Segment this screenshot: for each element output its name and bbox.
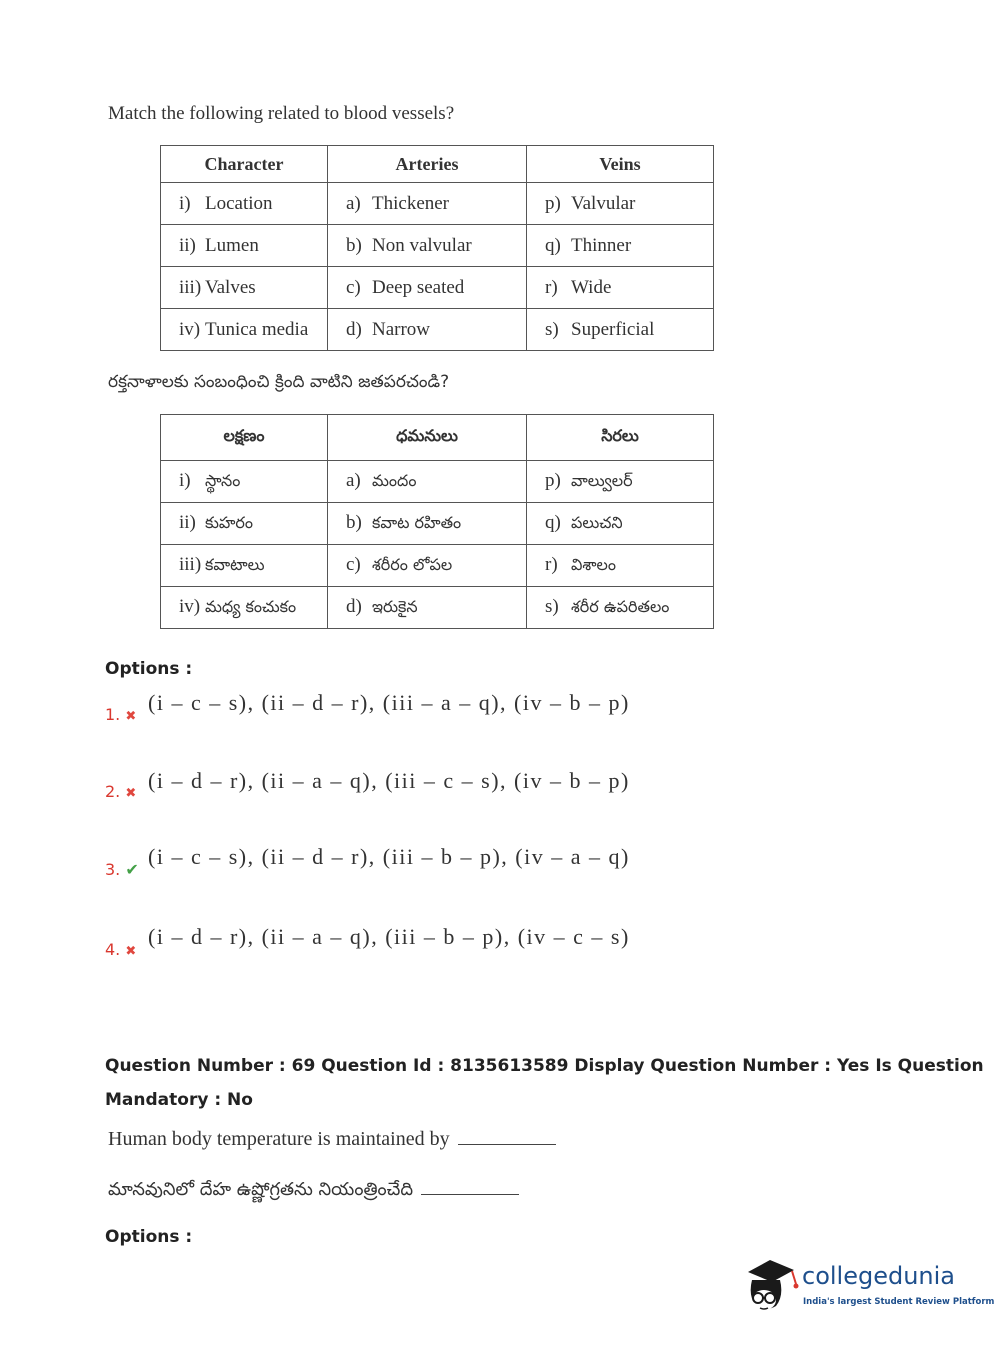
item-label: c) [346, 553, 361, 575]
item-text: Lumen [205, 234, 259, 256]
item-label: d) [346, 595, 362, 617]
option-2-text[interactable]: (i – d – r), (ii – a – q), (iii – c – s), (iv – b – p) [148, 768, 630, 793]
item-text: శరీర ఉపరితలం [571, 596, 670, 616]
item-label: iv) [179, 318, 201, 340]
question-meta-line2: Mandatory : No [105, 1090, 253, 1110]
question-meta-line1: Question Number : 69 Question Id : 8135613589 Display Question Number : Yes Is Question [105, 1056, 984, 1076]
table-header: Veins [527, 146, 714, 183]
check-mark-icon: ✔ [125, 860, 139, 879]
table-row [161, 587, 714, 629]
table-row [161, 545, 714, 587]
question2-prompt-en: Human body temperature is maintained by [108, 1128, 556, 1151]
item-label: s) [545, 595, 559, 617]
item-text: ఇరుకైన [372, 596, 418, 616]
item-text: శరీరం లోపల [372, 554, 453, 574]
item-label: d) [346, 318, 362, 340]
item-label: b) [346, 234, 362, 256]
item-label: p) [545, 469, 561, 491]
item-label: iv) [179, 595, 201, 617]
option-3-text[interactable]: (i – c – s), (ii – d – r), (iii – b – p), (iv – a – q) [148, 844, 630, 869]
option-4-text[interactable]: (i – d – r), (ii – a – q), (iii – b – p), (iv – c – s) [148, 924, 630, 949]
item-label: iii) [179, 553, 202, 575]
item-text: విశాలం [571, 554, 616, 574]
question2-prompt-te: మానవునిలో దేహ ఉష్ణోగ్రతను నియంత్రించేది [108, 1178, 519, 1204]
option-4[interactable] [105, 940, 136, 959]
item-text: వాల్వులర్ [571, 470, 633, 490]
item-label: s) [545, 318, 559, 340]
item-label: ii) [179, 234, 196, 256]
item-label: ii) [179, 511, 196, 533]
answer-blank [421, 1178, 519, 1195]
table-header: Arteries [328, 146, 527, 183]
table-header: Character [161, 146, 328, 183]
match-table-en [160, 145, 714, 351]
item-text: Superficial [571, 318, 655, 340]
item-text: Valves [205, 276, 256, 298]
item-text: కవాట రహితం [372, 512, 462, 532]
answer-blank [458, 1128, 556, 1145]
wrong-mark-icon: ✖ [125, 786, 137, 801]
item-text: మధ్య కంచుకం [205, 596, 297, 616]
item-text: Tunica media [205, 318, 309, 340]
logo-name: collegedunia [802, 1262, 956, 1290]
item-text: కవాటాలు [205, 554, 265, 574]
item-text: Valvular [571, 192, 636, 214]
item-text: Location [205, 192, 273, 214]
table-row [161, 267, 714, 309]
item-label: i) [179, 469, 191, 491]
item-label: p) [545, 192, 561, 214]
table-header: ధమనులు [328, 415, 527, 461]
table-row [161, 461, 714, 503]
item-label: q) [545, 234, 561, 256]
item-label: r) [545, 276, 558, 298]
option-number: 4. [105, 940, 121, 959]
wrong-mark-icon: ✖ [125, 944, 137, 959]
option-1[interactable] [105, 705, 136, 724]
wrong-mark-icon: ✖ [125, 709, 137, 724]
option-number: 3. [105, 860, 121, 879]
table-row [161, 183, 714, 225]
option-2[interactable] [105, 782, 136, 801]
table-header: సిరలు [527, 415, 714, 461]
options-heading: Options : [105, 1227, 193, 1247]
item-label: i) [179, 192, 191, 214]
item-text: స్థానం [205, 470, 241, 490]
item-text: Wide [571, 276, 612, 298]
match-table-te [160, 414, 714, 629]
option-3[interactable] [105, 860, 139, 879]
item-text: Non valvular [372, 234, 472, 256]
table-header: లక్షణం [161, 415, 328, 461]
options-heading: Options : [105, 659, 193, 679]
item-label: r) [545, 553, 558, 575]
logo-tagline: India's largest Student Review Platform [803, 1297, 995, 1307]
item-text: Narrow [372, 318, 431, 340]
option-1-text[interactable]: (i – c – s), (ii – d – r), (iii – a – q), (iv – b – p) [148, 690, 630, 715]
option-number: 1. [105, 705, 121, 724]
item-label: a) [346, 469, 361, 491]
question-prompt-en: Match the following related to blood vessels? [108, 103, 455, 124]
table-row [161, 225, 714, 267]
item-label: q) [545, 511, 561, 533]
item-label: c) [346, 276, 361, 298]
item-label: iii) [179, 276, 202, 298]
table-row [161, 309, 714, 351]
item-label: b) [346, 511, 362, 533]
item-text: Thickener [372, 192, 450, 214]
item-text: మందం [372, 470, 417, 490]
question-prompt-te: రక్తనాళాలకు సంబంధించి క్రింది వాటిని జతపరచండి? [108, 372, 450, 392]
table-row [161, 503, 714, 545]
item-text: కుహరం [205, 512, 254, 532]
item-text: Thinner [571, 234, 632, 256]
mascot-icon [742, 1250, 804, 1316]
item-text: పలుచని [571, 512, 623, 532]
item-text: Deep seated [372, 276, 465, 298]
option-number: 2. [105, 782, 121, 801]
item-label: a) [346, 192, 361, 214]
